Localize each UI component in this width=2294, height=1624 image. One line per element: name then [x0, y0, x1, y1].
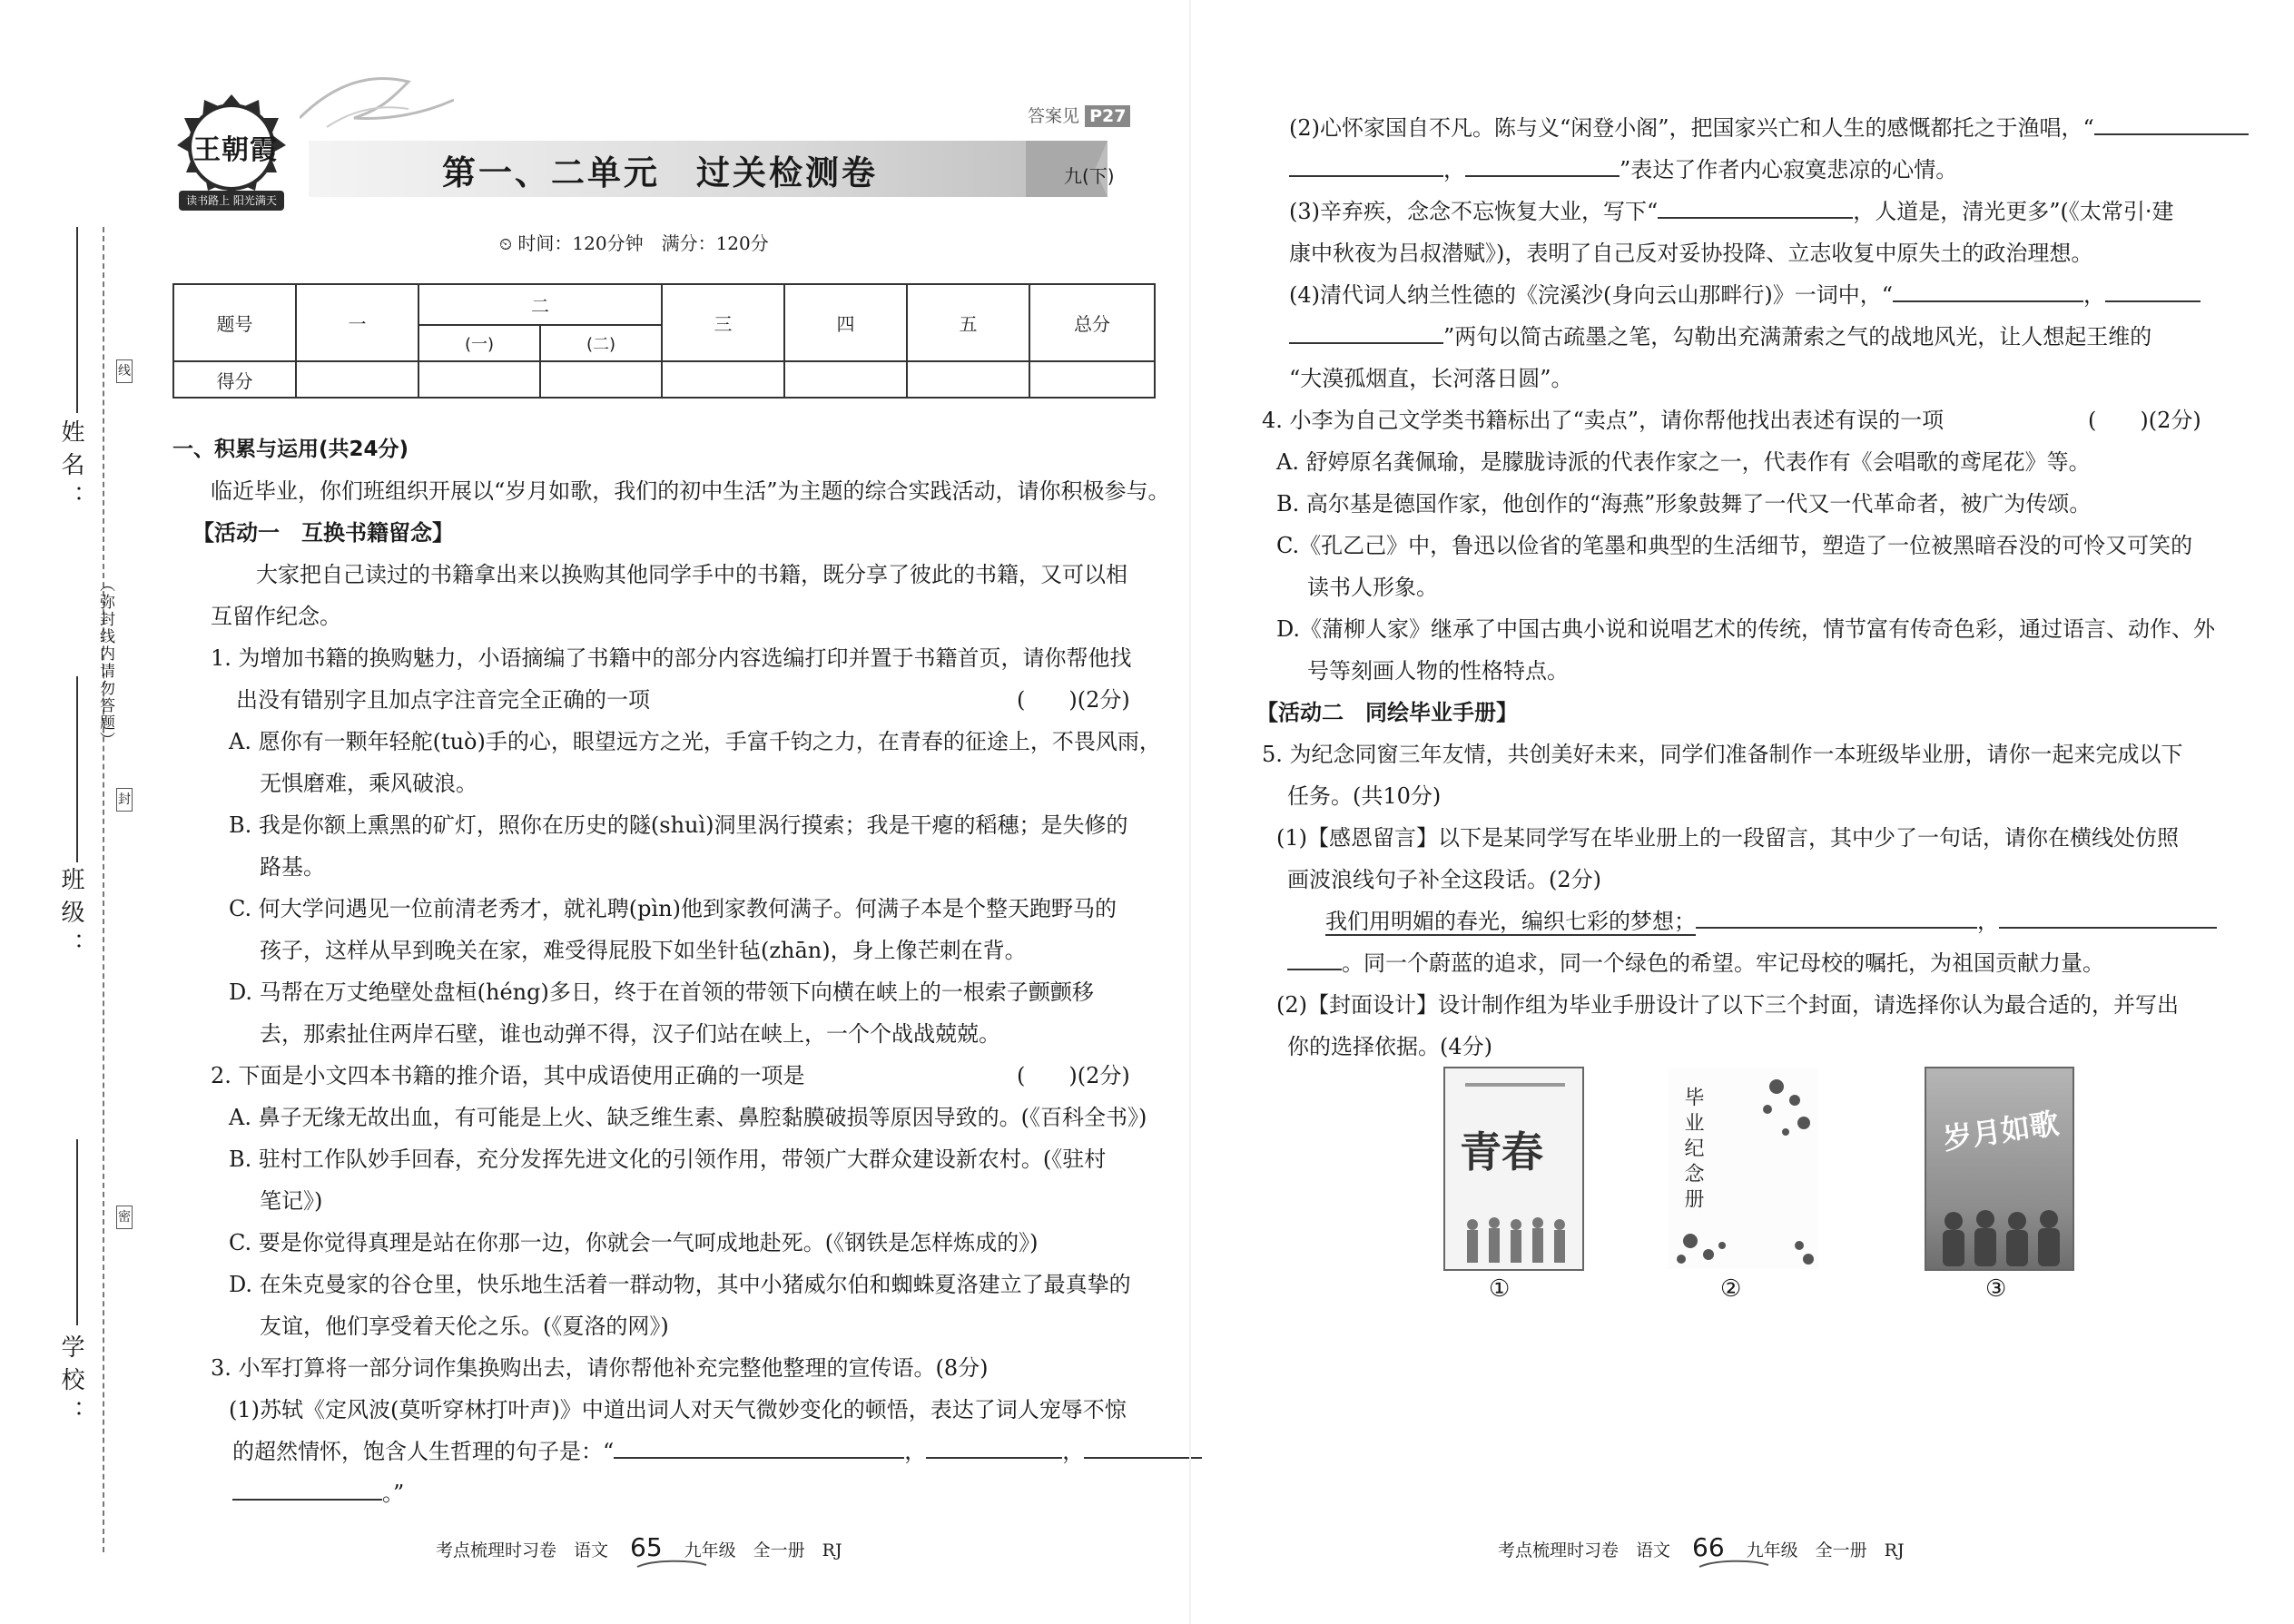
page-number-swoosh — [635, 1558, 708, 1569]
footer-subject: 考点梳理时习卷 语文 — [1498, 1540, 1671, 1560]
exam-time-info — [499, 229, 769, 255]
q5-1-text-3: 我们用明媚的春光，编织七彩的梦想； ， — [1325, 901, 2224, 942]
wavy-sentence: 我们用明媚的春光，编织七彩的梦想； — [1325, 909, 1696, 934]
q3-2-text-2: ， ”表达了作者内心寂寞悲凉的心情。 — [1289, 149, 2224, 191]
cover-label-3: ③ — [1985, 1275, 2007, 1303]
right-body — [1256, 107, 2224, 1088]
score-cell[interactable] — [907, 361, 1029, 398]
score-row-label: 得分 — [173, 361, 296, 398]
q5-2-text-2: 你的选择依据。(4分) — [1287, 1034, 1492, 1059]
score-table — [172, 283, 1156, 399]
score-cell[interactable] — [296, 361, 418, 398]
q3-4-text-1: (4)清代词人纳兰性德的《浣溪沙(身向云山那畔行)》一词中，“ ， — [1289, 274, 2224, 316]
cover1-title: 青春 — [1460, 1127, 1543, 1176]
score-col-4: 四 — [784, 284, 907, 361]
q5-1-text-4 — [1287, 942, 2224, 984]
brand-logo — [159, 91, 304, 218]
q1-option-a-1: A. 愿你有一颗年轻舵(tuò)手的心，眼望远方之光，手富千钧之力，在青春的征途上，不畏风雨， — [229, 729, 1161, 754]
q1-stem-1: 1. 为增加书籍的换购魅力，小语摘编了书籍中的部分内容选编打印并置于书籍首页，请你帮他找 — [211, 645, 1132, 671]
brand-name: 王朝霞 — [193, 134, 278, 166]
cover-label-1: ① — [1489, 1275, 1511, 1303]
answer-blank[interactable] — [1658, 195, 1853, 219]
score-col-2: 二 — [418, 284, 662, 325]
cover-option-3[interactable] — [1925, 1067, 2074, 1271]
q3-3-text-1 — [1289, 191, 2224, 232]
q2-option-a: A. 鼻子无缘无故出血，有可能是上火、缺乏维生素、鼻腔黏膜破损等原因导致的。(《百科全书》) — [229, 1105, 1147, 1130]
footer-grade: 九年级 全一册 RJ — [684, 1540, 842, 1560]
q2-option-c: C. 要是你觉得真理是站在你那一边，你就会一气呵成地赴死。(《钢铁是怎样炼成的》) — [229, 1230, 1039, 1255]
section-heading: 一、积累与运用(共24分) — [172, 438, 409, 461]
q3-1-text-1: (1)苏轼《定风波(莫听穿林打叶声)》中道出词人对天气微妙变化的顿悟，表达了词人宠辱不惊 — [229, 1397, 1127, 1422]
score-sub-2: (二) — [540, 325, 662, 361]
q5-1-text-2: 画波浪线句子补全这段话。(2分) — [1287, 867, 1601, 892]
score-col-1: 一 — [296, 284, 418, 361]
q1-option-b-2: 路基。 — [260, 854, 325, 880]
class-label: 班级： — [57, 867, 84, 965]
q3-1-prompt: 的超然情怀，饱含人生哲理的句子是：“ — [232, 1439, 615, 1464]
cover1-people-illustration — [1454, 1214, 1577, 1268]
answer-blank[interactable] — [232, 1477, 382, 1501]
q1-stem-2: 出没有错别字且加点字注音完全正确的一项 — [236, 687, 650, 713]
q4-option-a: A. 舒婷原名龚佩瑜，是朦胧诗派的代表作家之一，代表作有《会唱歌的鸢尾花》等。 — [1276, 449, 2091, 475]
q3-2-prompt: (2)心怀家国自不凡。陈与义“闲登小阁”，把国家兴亡和人生的感慨都托之于渔唱，“ — [1289, 115, 2094, 141]
score-cell[interactable] — [662, 361, 784, 398]
gutter-box-mi: 密 — [116, 1206, 133, 1229]
answer-blank[interactable] — [926, 1435, 1062, 1459]
answer-blank[interactable] — [2105, 279, 2200, 302]
activity2-heading: 【活动二 同绘毕业手册】 — [1256, 699, 1518, 725]
q5-stem-1: 5. 为纪念同窗三年友情，共创美好未来，同学们准备制作一本班级毕业册，请你一起来完成以下 — [1262, 742, 2183, 767]
answer-blank[interactable] — [1287, 947, 1342, 970]
q5-1-text-1: (1)【感恩留言】以下是某同学写在毕业册上的一段留言，其中少了一句话，请你在横线处仿照 — [1276, 825, 2179, 851]
q3-4-text-2 — [1289, 316, 2224, 358]
brand-slogan: 读书路上 阳光满天 — [186, 194, 277, 207]
page-number: 66 — [1692, 1532, 1725, 1562]
q2-answer-slot[interactable]: ( )(2分) — [1017, 1063, 1130, 1088]
q5-1-end: 。同一个蔚蓝的追求，同一个绿色的希望。牢记母校的嘱托，为祖国贡献力量。 — [1342, 950, 2104, 976]
cover-option-1[interactable] — [1443, 1067, 1584, 1271]
cover-label-2: ② — [1720, 1275, 1742, 1303]
cover3-people-illustration — [1926, 1205, 2076, 1273]
answer-ref-prefix: 答案见 — [1028, 106, 1080, 126]
q3-3-post: ，人道是，清光更多”(《太常引·建 — [1853, 199, 2174, 224]
score-sub-1: (一) — [418, 325, 540, 361]
q1-option-c-1: C. 何大学问遇见一位前清老秀才，就礼聘(pìn)他到家教何满子。何满子本是个整天跑野马的 — [229, 896, 1117, 921]
answer-blank[interactable] — [1465, 153, 1620, 177]
q2-option-d-1: D. 在朱克曼家的谷仓里，快乐地生活着一群动物，其中小猪威尔伯和蜘蛛夏洛建立了最真挚的 — [229, 1272, 1131, 1297]
q2-option-b-2: 笔记》) — [260, 1188, 323, 1214]
name-label: 姓名： — [57, 419, 84, 517]
answer-blank[interactable] — [1289, 320, 1443, 344]
activity1-heading: 【活动一 互换书籍留念】 — [192, 519, 454, 546]
q4-option-c-2: 读书人形象。 — [1307, 575, 1438, 600]
q1-answer-slot[interactable]: ( )(2分) — [1017, 687, 1130, 713]
score-col-5: 五 — [907, 284, 1029, 361]
q4-option-c-1: C.《孔乙己》中，鲁迅以俭省的笔墨和典型的生活细节，塑造了一位被黑暗吞没的可怜又可笑的 — [1276, 533, 2193, 558]
score-cell[interactable] — [1029, 361, 1155, 398]
q3-3-text-2: 康中秋夜为吕叔潜赋》)，表明了自己反对妥协投降、立志收复中原失土的政治理想。 — [1289, 241, 2093, 266]
answer-blank[interactable] — [2094, 112, 2249, 135]
act1-text-1: 大家把自己读过的书籍拿出来以换购其他同学手中的书籍，既分享了彼此的书籍，又可以相 — [256, 562, 1127, 587]
q5-2-text-1: (2)【封面设计】设计制作组为毕业手册设计了以下三个封面，请选择你认为最合适的，并写出 — [1276, 992, 2179, 1018]
act1-text-2: 互留作纪念。 — [211, 604, 341, 629]
footer-grade: 九年级 全一册 RJ — [1746, 1540, 1905, 1560]
right-page — [1256, 0, 2294, 1624]
score-col-3: 三 — [662, 284, 784, 361]
cover3-title: 岁月如歌 — [1941, 1106, 2062, 1156]
school-label: 学校： — [57, 1334, 84, 1432]
score-col-total: 总分 — [1029, 284, 1155, 361]
q3-2-end: ”表达了作者内心寂寞悲凉的心情。 — [1620, 157, 1958, 182]
q3-2-text-1 — [1289, 107, 2224, 149]
gutter-box-xian: 线 — [116, 359, 133, 383]
grade-tag: 九(下) — [1064, 165, 1115, 187]
answer-blank[interactable] — [1289, 153, 1443, 177]
clock-icon: ⏲ — [499, 235, 513, 254]
q1-option-c-2: 孩子，这样从早到晚关在家，难受得屁股下如坐针毡(zhān)，身上像芒刺在背。 — [260, 938, 1027, 963]
intro-paragraph: 临近毕业，你们班组织开展以“岁月如歌，我们的初中生活”为主题的综合实践活动，请你积极参与。 — [211, 478, 1170, 504]
q3-1-end: 。” — [382, 1481, 405, 1506]
q4-answer-slot[interactable]: ( )(2分) — [2088, 408, 2201, 433]
answer-blank[interactable] — [1893, 279, 2083, 302]
gutter-box-feng: 封 — [116, 788, 133, 812]
cover2-title: 毕业纪念册 — [1681, 1087, 1704, 1214]
q3-stem: 3. 小军打算将一部分词作集换购出去，请你帮他补充完整他整理的宣传语。(8分) — [211, 1355, 989, 1381]
q3-1-text-2: 的超然情怀，饱含人生哲理的句子是：“ ， ， — [232, 1431, 1156, 1472]
q4-option-d-2: 号等刻画人物的性格特点。 — [1307, 658, 1569, 684]
answer-blank[interactable] — [614, 1435, 904, 1459]
page-title: 第一、二单元 过关检测卷 — [442, 153, 878, 192]
footer-subject: 考点梳理时习卷 语文 — [436, 1540, 609, 1560]
time-info-text: 时间：120分钟 满分：120分 — [517, 232, 769, 254]
answer-ref-page: P27 — [1085, 105, 1130, 127]
q1-option-b-1: B. 我是你额上熏黑的矿灯，照你在历史的隧(shuì)洞里涡行摸索；我是干瘪的稻穗；是失修的 — [229, 812, 1128, 838]
q2-option-b-1: B. 驻村工作队妙手回春，充分发挥先进文化的引领作用，带领广大群众建设新农村。(《驻村 — [229, 1147, 1107, 1172]
answer-reference — [1028, 103, 1130, 127]
q2-stem: 2. 下面是小文四本书籍的推介语，其中成语使用正确的一项是 — [211, 1063, 805, 1088]
score-cell[interactable] — [784, 361, 907, 398]
q3-3-prompt: (3)辛弃疾，念念不忘恢复大业，写下“ — [1289, 199, 1659, 224]
q2-option-d-2: 友谊，他们享受着天伦之乐。(《夏洛的网》) — [260, 1314, 669, 1339]
q1-option-a-2: 无惧磨难，乘风破浪。 — [260, 771, 478, 796]
q3-4-prompt: (4)清代词人纳兰性德的《浣溪沙(身向云山那畔行)》一词中，“ — [1289, 282, 1893, 308]
cover1-stripe — [1465, 1083, 1565, 1087]
q1-option-d-1: D. 马帮在万丈绝壁处盘桓(héng)多日，终于在首领的带领下向横在峡上的一根索子颤颤移 — [229, 979, 1094, 1005]
gutter-note: （弥封线内请勿答题） — [96, 576, 114, 749]
q4-option-d-1: D.《蒲柳人家》继承了中国古典小说和说唱艺术的传统，情节富有传奇色彩，通过语言、动作、外 — [1276, 616, 2216, 642]
q1-option-d-2: 去，那索扯住两岸石壁，谁也动弹不得，汉子们站在峡上，一个个战战兢兢。 — [260, 1021, 1000, 1047]
score-cell[interactable] — [418, 361, 540, 398]
score-col-header: 题号 — [173, 284, 296, 361]
answer-blank[interactable] — [1084, 1435, 1202, 1459]
q3-4-text-3: “大漠孤烟直，长河落日圆”。 — [1289, 366, 1573, 391]
answer-blank[interactable] — [1696, 905, 1977, 929]
score-cell[interactable] — [540, 361, 662, 398]
q4-stem: 4. 小李为自己文学类书籍标出了“卖点”，请你帮他找出表述有误的一项 — [1262, 408, 1944, 433]
left-body — [172, 428, 1170, 1518]
page-number-swoosh — [1698, 1558, 1770, 1569]
q3-4-mid: ”两句以简古疏墨之笔，勾勒出充满萧索之气的战地风光，让人想起王维的 — [1443, 324, 2152, 349]
q5-stem-2: 任务。(共10分) — [1287, 783, 1442, 809]
q4-option-b: B. 高尔基是德国作家，他创作的“海燕”形象鼓舞了一代又一代革命者，被广为传颂。 — [1276, 491, 2092, 517]
q3-1-text-3 — [232, 1472, 1156, 1514]
answer-blank[interactable] — [1999, 905, 2217, 929]
page-fold — [1189, 0, 1191, 1624]
cover-option-2[interactable] — [1666, 1067, 1820, 1271]
page-number: 65 — [630, 1532, 663, 1562]
